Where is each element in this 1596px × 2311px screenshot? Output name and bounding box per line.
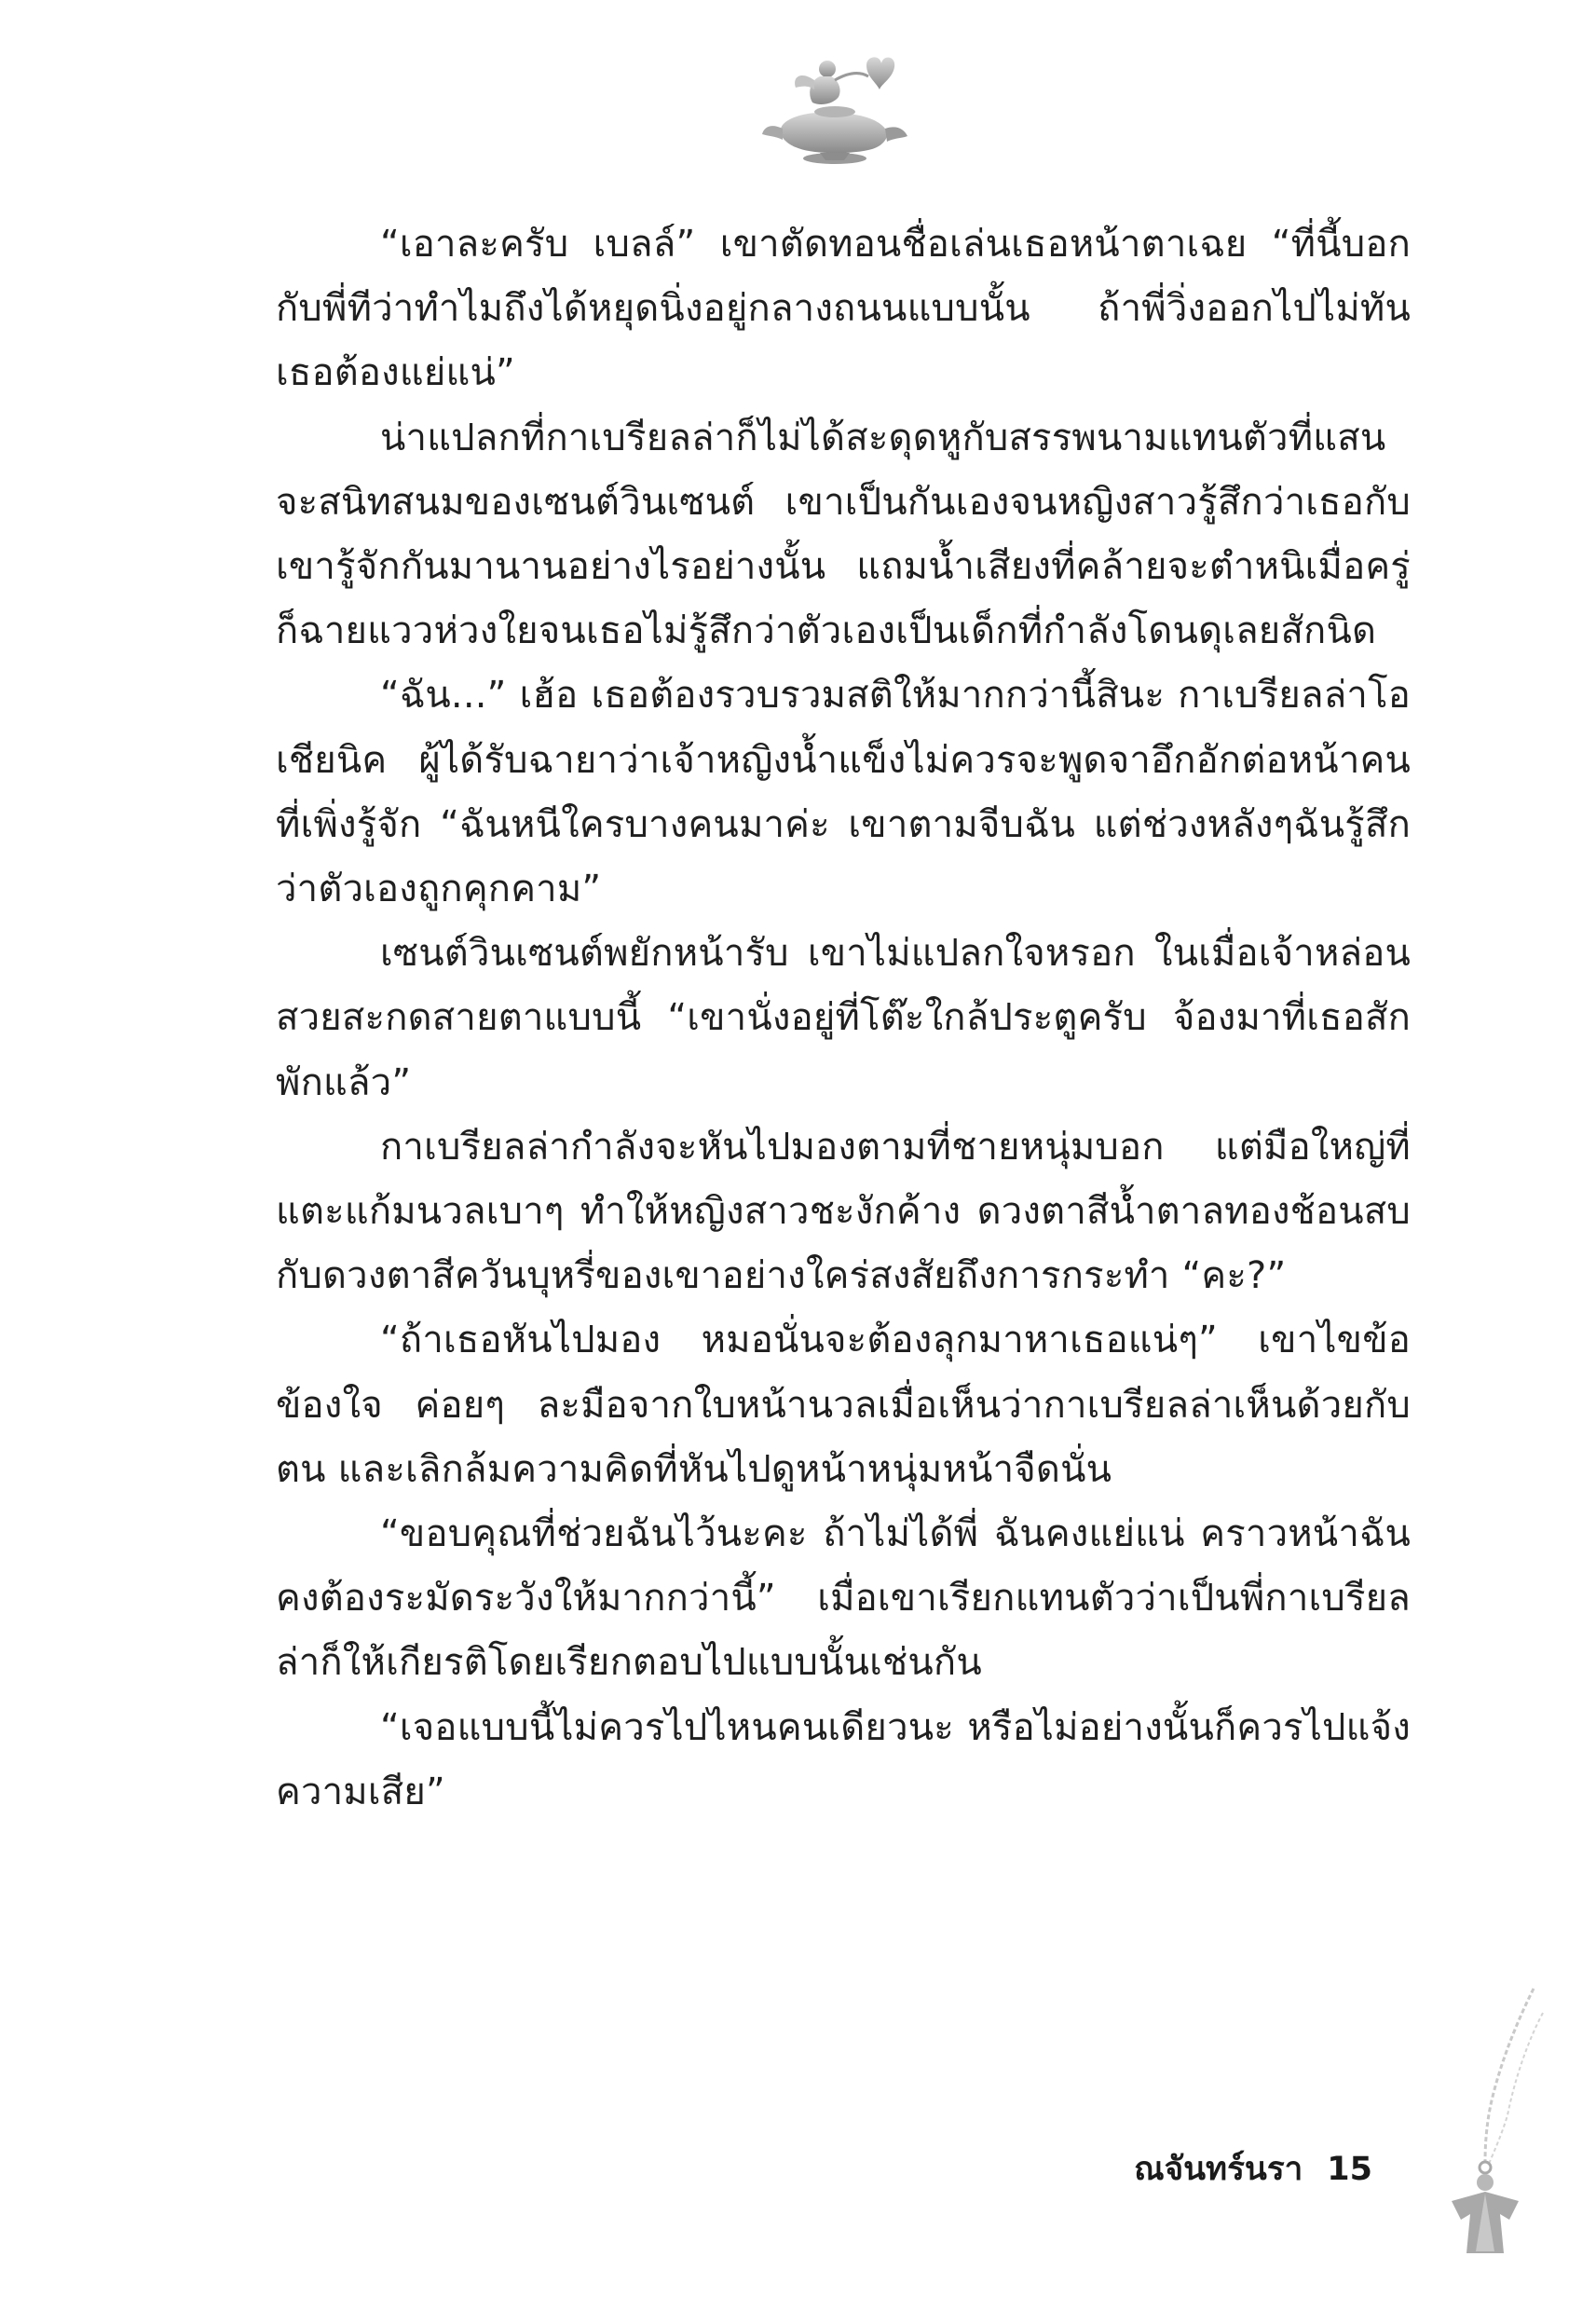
page-footer bbox=[1134, 2143, 1372, 2195]
paragraph: น่าแปลกที่กาเบรียลล่าก็ไม่ได้สะดุดหูกับสรรพนามแทนตัวที่แสนจะสนิทสนมของเซนต์วินเซนต์ เขาเป็นกันเองจนหญิงสาวรู้สึกว่าเธอกับเขารู้จักกันมานานอย่างไรอย่างนั้น แถมน้ำเสียงที่คล้ายจะตำหนิเมื่อครู่ก็ฉายแววห่วงใยจนเธอไม่รู้สึกว่าตัวเองเป็นเด็กที่กำลังโดนดุเลยสักนิด bbox=[276, 416, 1411, 653]
paragraph: กาเบรียลล่ากำลังจะหันไปมองตามที่ชายหนุ่มบอก แต่มือใหญ่ที่แตะแก้มนวลเบาๆ ทำให้หญิงสาวชะงักค้าง ดวงตาสีน้ำตาลทองช้อนสบกับดวงตาสีควันบุหรี่ของเขาอย่างใคร่สงสัยถึงการกระทำ “คะ?” bbox=[276, 1125, 1411, 1298]
paragraph: “เอาละครับ เบลล์” เขาตัดทอนชื่อเล่นเธอหน้าตาเฉย “ที่นี้บอกกับพี่ทีว่าทำไมถึงได้หยุดนิ่งอยู่กลางถนนแบบนั้น ถ้าพี่วิ่งออกไปไม่ทันเธอต้องแย่แน่” bbox=[276, 223, 1411, 395]
angel-pendant-icon bbox=[1424, 1985, 1545, 2264]
paragraph: “ฉัน...” เฮ้อ เธอต้องรวบรวมสติให้มากกว่านี้สินะ กาเบรียลล่าโอเชียนิค ผู้ได้รับฉายาว่าเจ้าหญิงน้ำแข็งไม่ควรจะพูดจาอึกอักต่อหน้าคนที่เพิ่งรู้จัก “ฉันหนีใครบางคนมาค่ะ เขาตามจีบฉัน แต่ช่วงหลังๆฉันรู้สึกว่าตัวเองถูกคุกคาม” bbox=[276, 674, 1411, 911]
author-name: ณจันทร์นรา bbox=[1134, 2151, 1303, 2188]
paragraph: “ขอบคุณที่ช่วยฉันไว้นะคะ ถ้าไม่ได้พี่ ฉันคงแย่แน่ คราวหน้าฉันคงต้องระมัดระวังให้มากกว่านี้” เมื่อเขาเรียกแทนตัวว่าเป็นพี่กาเบรียลล่าก็ให้เกียรติโดยเรียกตอบไปแบบนั้นเช่นกัน bbox=[276, 1512, 1411, 1685]
paragraph: เซนต์วินเซนต์พยักหน้ารับ เขาไม่แปลกใจหรอก ในเมื่อเจ้าหล่อนสวยสะกดสายตาแบบนี้ “เขานั่งอยู่ที่โต๊ะใกล้ประตูครับ จ้องมาที่เธอสักพักแล้ว” bbox=[276, 932, 1411, 1104]
page-number: 15 bbox=[1327, 2151, 1372, 2188]
body-text bbox=[276, 212, 1411, 1825]
paragraph: “ถ้าเธอหันไปมอง หมอนั่นจะต้องลุกมาหาเธอแน่ๆ” เขาไขข้อข้องใจ ค่อยๆ ละมือจากใบหน้านวลเมื่อเห็นว่ากาเบรียลล่าเห็นด้วยกับตน และเลิกล้มความคิดที่หันไปดูหน้าหนุ่มหน้าจืดนั่น bbox=[276, 1319, 1411, 1491]
paragraph: “เจอแบบนี้ไม่ควรไปไหนคนเดียวนะ หรือไม่อย่างนั้นก็ควรไปแจ้งความเสีย” bbox=[276, 1705, 1411, 1813]
cupid-teapot-ornament-icon bbox=[755, 48, 913, 170]
